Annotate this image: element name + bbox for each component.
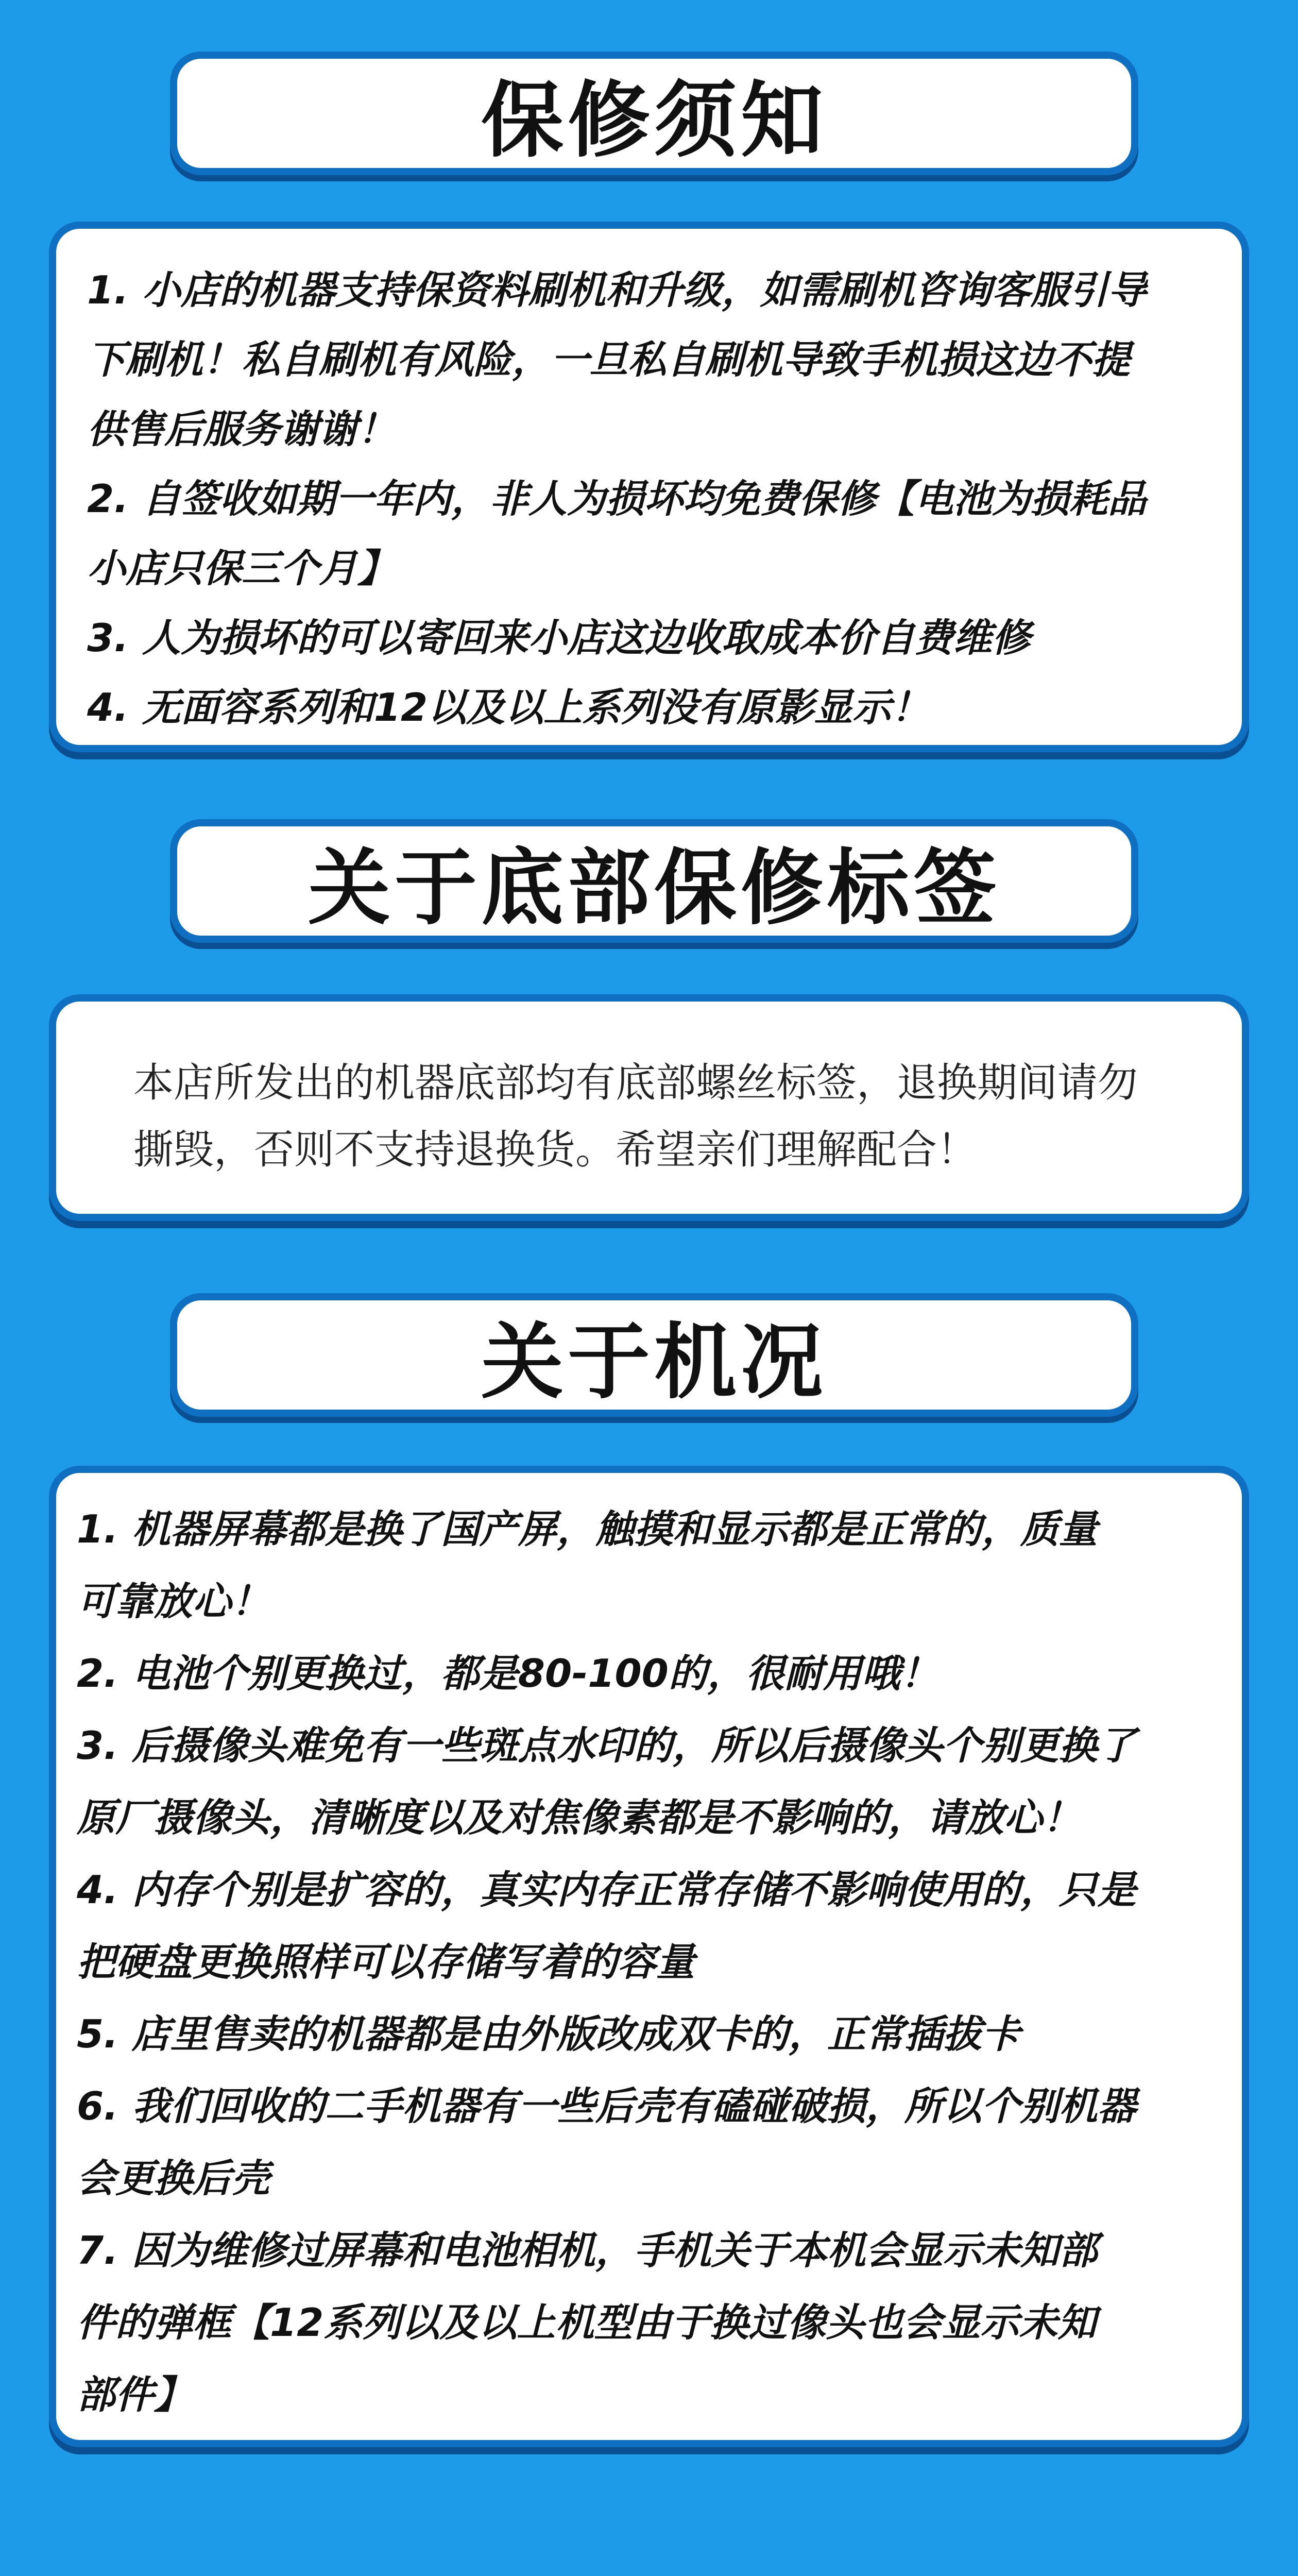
condition-line-9: 6. 我们回收的二手机器有一些后壳有磕碰破损，所以个别机器 [77, 2083, 1136, 2129]
label-card [49, 994, 1249, 1221]
label-title: 关于底部保修标签 [308, 840, 1000, 936]
label-line-2: 撕毁，否则不支持退换货。希望亲们理解配合！ [133, 1127, 978, 1173]
warranty-title: 保修须知 [481, 72, 827, 168]
condition-line-3: 2. 电池个别更换过，都是80-100的，很耐用哦！ [77, 1651, 939, 1696]
condition-line-8: 5. 店里售卖的机器都是由外版改成双卡的，正常插拔卡 [77, 2011, 1020, 2057]
warranty-card [49, 222, 1249, 752]
condition-card [49, 1466, 1249, 2447]
label-title-banner [170, 819, 1138, 943]
warranty-line-1: 1. 小店的机器支持保资料刷机和升级，如需刷机咨询客服引导 [87, 267, 1147, 313]
label-line-1: 本店所发出的机器底部均有底部螺丝标签，退换期间请勿 [133, 1060, 1138, 1106]
warranty-line-2: 下刷机！私自刷机有风险，一旦私自刷机导致手机损这边不提 [87, 337, 1131, 382]
condition-line-5: 原厂摄像头，清晰度以及对焦像素都是不影响的，请放心！ [77, 1795, 1082, 1840]
condition-title-banner [170, 1293, 1138, 1417]
condition-line-13: 部件】 [77, 2372, 193, 2417]
condition-line-11: 7. 因为维修过屏幕和电池相机，手机关于本机会显示未知部 [77, 2228, 1098, 2273]
condition-line-1: 1. 机器屏幕都是换了国产屏，触摸和显示都是正常的，质量 [77, 1506, 1098, 1552]
condition-line-7: 把硬盘更换照样可以存储写着的容量 [77, 1939, 695, 1985]
warranty-line-4: 2. 自签收如期一年内，非人为损坏均免费保修【电池为损耗品 [87, 476, 1147, 521]
condition-line-4: 3. 后摄像头难免有一些斑点水印的，所以后摄像头个别更换了 [77, 1723, 1136, 1768]
condition-line-2: 可靠放心！ [77, 1579, 270, 1624]
condition-title: 关于机况 [481, 1314, 827, 1410]
condition-line-6: 4. 内存个别是扩容的，真实内存正常存储不影响使用的，只是 [77, 1867, 1136, 1912]
condition-line-12: 件的弹框【12系列以及以上机型由于换过像头也会显示未知 [77, 2300, 1097, 2345]
warranty-line-7: 4. 无面容系列和12以及以上系列没有原影显示！ [87, 685, 930, 730]
condition-line-10: 会更换后壳 [77, 2156, 270, 2201]
warranty-line-6: 3. 人为损坏的可以寄回来小店这边收取成本价自费维修 [87, 615, 1031, 660]
warranty-line-3: 供售后服务谢谢！ [87, 406, 397, 452]
warranty-title-banner [170, 52, 1138, 175]
warranty-line-5: 小店只保三个月】 [87, 546, 397, 591]
